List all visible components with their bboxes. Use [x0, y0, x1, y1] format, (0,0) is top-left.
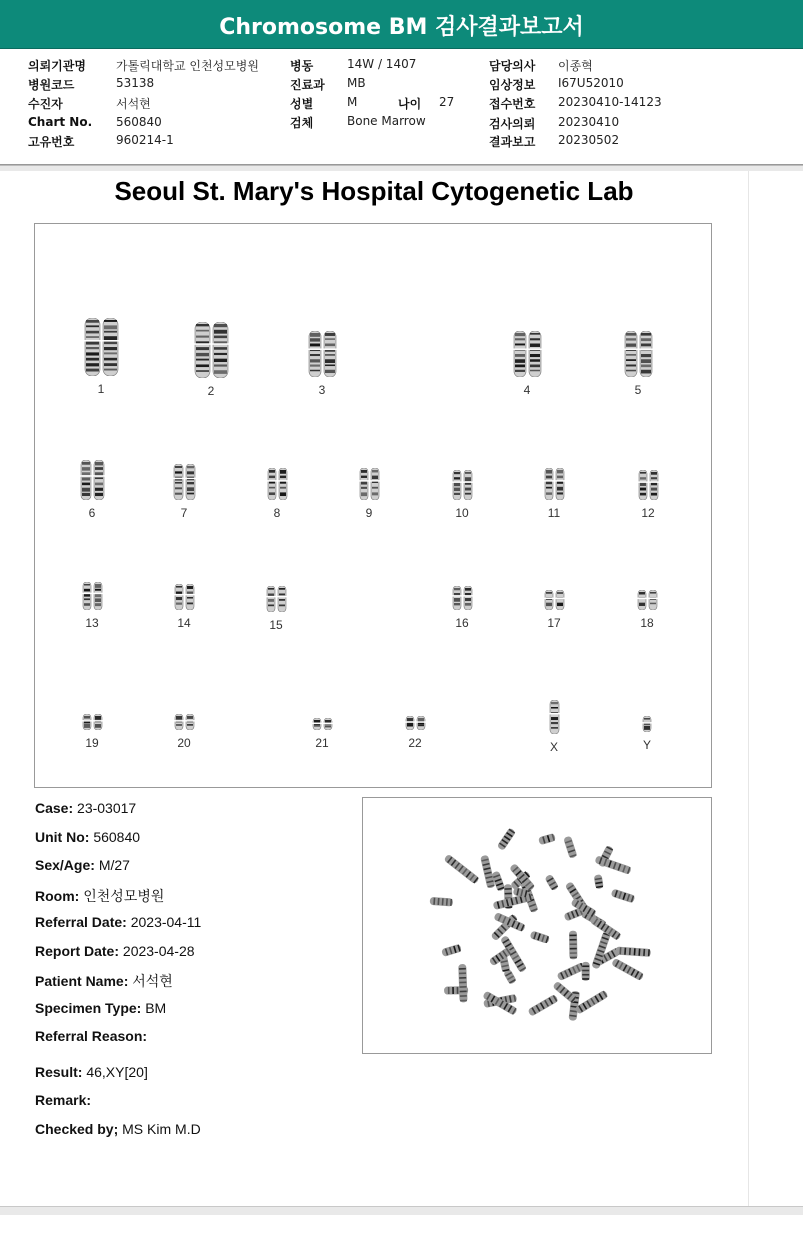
info-room-label: Room:	[35, 888, 80, 904]
header-value-doctor: 이종혁	[558, 59, 593, 73]
info-case-value: 23-03017	[77, 800, 137, 816]
chromosome-16	[432, 586, 492, 630]
chromosome-number: Y	[642, 738, 651, 752]
chromosome-y-image	[639, 716, 655, 732]
info-sex-age	[35, 857, 130, 873]
chromosome-14-image	[171, 584, 198, 610]
info-result	[35, 1064, 148, 1080]
header-value-ward: 14W / 1407	[347, 57, 417, 71]
chromosome-number: 10	[455, 506, 469, 520]
header-value-clinical-info: I67U52010	[558, 76, 624, 90]
chromosome-2-image	[191, 322, 232, 378]
header-value-department: MB	[347, 76, 366, 90]
chromosome-9-image	[356, 468, 383, 500]
info-referral-reason-label: Referral Reason:	[35, 1028, 148, 1044]
info-referral-date	[35, 914, 201, 930]
header-label-clinical-info: 임상정보	[489, 78, 536, 92]
info-specimen-value: BM	[145, 1000, 167, 1016]
lab-title: Seoul St. Mary's Hospital Cytogenetic Lab	[114, 176, 634, 206]
chromosome-21-image	[309, 718, 336, 730]
metaphase-image-panel	[362, 797, 712, 1054]
info-report-date-label: Report Date:	[35, 943, 120, 959]
header-label-institution: 의뢰기관명	[28, 59, 86, 73]
chromosome-number: 22	[408, 736, 422, 750]
chromosome-number: 1	[97, 382, 105, 396]
header-value-institution: 가톨릭대학교 인천성모병원	[116, 59, 259, 73]
chromosome-4	[497, 331, 557, 397]
chromosome-15	[246, 586, 306, 632]
metaphase-chromosome	[538, 833, 556, 845]
report-title-bar	[0, 0, 803, 49]
chromosome-17	[524, 590, 584, 630]
header-label-age: 나이	[398, 97, 422, 111]
header-value-chart-no: 560840	[116, 115, 162, 129]
chromosome-19-image	[79, 714, 106, 730]
chromosome-number: 6	[88, 506, 96, 520]
header-value-specimen: Bone Marrow	[347, 114, 426, 128]
metaphase-chromosome	[574, 990, 608, 1015]
metaphase-chromosome	[480, 855, 495, 889]
chromosome-number: 9	[365, 506, 373, 520]
metaphase-chromosome	[615, 946, 651, 956]
metaphase-spread-image	[363, 798, 711, 1053]
info-unit	[35, 829, 140, 845]
info-specimen	[35, 1000, 166, 1016]
info-report-date-value: 2023-04-28	[122, 943, 195, 959]
chromosome-number: 4	[523, 383, 531, 397]
header-label-specimen: 검체	[290, 116, 314, 130]
chromosome-18-image	[634, 590, 661, 610]
chromosome-9	[339, 468, 399, 520]
chromosome-19	[62, 714, 122, 750]
chromosome-6-image	[77, 460, 108, 500]
chromosome-22	[385, 716, 445, 750]
chromosome-3	[292, 331, 352, 397]
header-value-hospital-code: 53138	[116, 76, 155, 90]
metaphase-chromosome	[611, 958, 644, 981]
report-title: Chromosome BM 검사결과보고서	[219, 15, 584, 40]
chromosome-18	[617, 590, 677, 630]
header-label-unique-id: 고유번호	[28, 135, 75, 149]
header-value-unique-id: 960214-1	[116, 133, 174, 147]
chromosome-x-image	[546, 700, 563, 734]
info-remark-label: Remark:	[35, 1092, 92, 1108]
chromosome-20	[154, 714, 214, 750]
info-sex-age-label: Sex/Age:	[35, 857, 95, 873]
info-patient-name	[35, 971, 173, 991]
metaphase-chromosome	[594, 874, 604, 889]
karyogram-panel	[34, 223, 712, 788]
chromosome-5-image	[621, 331, 656, 377]
chromosome-11	[524, 468, 584, 520]
chromosome-number: 2	[207, 384, 215, 398]
header-label-sex: 성별	[290, 97, 314, 111]
metaphase-chromosome	[563, 836, 577, 859]
metaphase-chromosome	[569, 931, 577, 960]
info-patient-name-label: Patient Name:	[35, 973, 129, 989]
metaphase-chromosome	[443, 854, 479, 885]
page-margin-strip	[748, 171, 803, 1206]
footer-separator	[0, 1206, 803, 1215]
header-label-result-date: 결과보고	[489, 135, 536, 149]
chromosome-7-image	[170, 464, 199, 500]
info-specimen-label: Specimen Type:	[35, 1000, 142, 1016]
info-room	[35, 886, 164, 906]
chromosome-12	[618, 470, 678, 520]
info-unit-value: 560840	[93, 829, 141, 845]
metaphase-chromosome	[441, 944, 462, 957]
header-value-result-date: 20230502	[558, 133, 620, 147]
chromosome-number: 17	[547, 616, 561, 630]
chromosome-1	[71, 318, 131, 396]
chromosome-number: 20	[177, 736, 191, 750]
chromosome-15-image	[263, 586, 290, 612]
chromosome-17-image	[541, 590, 568, 610]
chromosome-11-image	[541, 468, 568, 500]
chromosome-number: X	[549, 740, 558, 754]
info-checked-by	[35, 1121, 201, 1137]
chromosome-21	[292, 718, 352, 750]
info-sex-age-value: M/27	[98, 857, 130, 873]
chromosome-1-image	[81, 318, 122, 376]
chromosome-13	[62, 582, 122, 630]
info-remark	[35, 1092, 91, 1108]
chromosome-2	[181, 322, 241, 398]
header-label-hospital-code: 병원코드	[28, 78, 75, 92]
chromosome-22-image	[402, 716, 429, 730]
info-unit-label: Unit No:	[35, 829, 90, 845]
info-checked-by-label: Checked by;	[35, 1121, 119, 1137]
metaphase-chromosome	[530, 930, 551, 943]
chromosome-x	[524, 700, 584, 754]
chromosome-number: 16	[455, 616, 469, 630]
header-label-ward: 병동	[290, 59, 314, 73]
chromosome-number: 8	[273, 506, 281, 520]
header-value-patient: 서석현	[116, 97, 151, 111]
info-patient-name-value: 서석현	[132, 973, 173, 989]
chromosome-number: 21	[315, 736, 329, 750]
header-value-age: 27	[439, 95, 455, 109]
chromosome-number: 11	[547, 506, 561, 520]
chromosome-16-image	[449, 586, 476, 610]
chromosome-7	[154, 464, 214, 520]
header-value-request-date: 20230410	[558, 115, 620, 129]
info-case	[35, 800, 136, 816]
info-referral-date-label: Referral Date:	[35, 914, 127, 930]
metaphase-chromosome	[544, 874, 559, 891]
metaphase-chromosome	[556, 962, 585, 981]
chromosome-number: 5	[634, 383, 642, 397]
chromosome-number: 12	[641, 506, 655, 520]
info-referral-date-value: 2023-04-11	[130, 914, 202, 930]
metaphase-chromosome	[458, 964, 467, 1003]
header-label-chart-no: Chart No.	[28, 115, 93, 129]
chromosome-8-image	[264, 468, 291, 500]
header-label-doctor: 담당의사	[489, 59, 536, 73]
chromosome-14	[154, 584, 214, 630]
chromosome-8	[247, 468, 307, 520]
info-result-value: 46,XY[20]	[86, 1064, 148, 1080]
info-room-value: 인천성모병원	[83, 888, 165, 904]
info-result-label: Result:	[35, 1064, 83, 1080]
metaphase-chromosome	[430, 897, 454, 907]
chromosome-5	[608, 331, 668, 397]
report-header	[0, 48, 803, 165]
chromosome-13-image	[79, 582, 106, 610]
chromosome-number: 14	[177, 616, 191, 630]
header-label-receipt-no: 접수번호	[489, 97, 536, 111]
info-report-date	[35, 943, 195, 959]
header-value-sex: M	[347, 95, 358, 109]
metaphase-chromosome	[497, 827, 516, 851]
metaphase-chromosome	[582, 962, 590, 981]
chromosome-number: 13	[85, 616, 99, 630]
chromosome-12-image	[635, 470, 662, 500]
chromosome-number: 19	[85, 736, 99, 750]
info-checked-by-value: MS Kim M.D	[122, 1121, 201, 1137]
header-value-receipt-no: 20230410-14123	[558, 95, 662, 109]
chromosome-10	[432, 470, 492, 520]
chromosome-number: 18	[640, 616, 654, 630]
chromosome-10-image	[449, 470, 476, 500]
chromosome-20-image	[171, 714, 198, 730]
chromosome-6	[62, 460, 122, 520]
header-label-department: 진료과	[290, 78, 325, 92]
chromosome-y	[617, 716, 677, 752]
chromosome-number: 7	[180, 506, 188, 520]
info-case-label: Case:	[35, 800, 74, 816]
header-label-request-date: 검사의뢰	[489, 117, 536, 131]
chromosome-4-image	[510, 331, 545, 377]
info-referral-reason	[35, 1028, 147, 1044]
header-label-patient: 수진자	[28, 97, 63, 111]
metaphase-chromosome	[527, 994, 558, 1017]
chromosome-number: 15	[269, 618, 283, 632]
metaphase-chromosome	[611, 888, 636, 903]
chromosome-3-image	[305, 331, 340, 377]
chromosome-number: 3	[318, 383, 326, 397]
